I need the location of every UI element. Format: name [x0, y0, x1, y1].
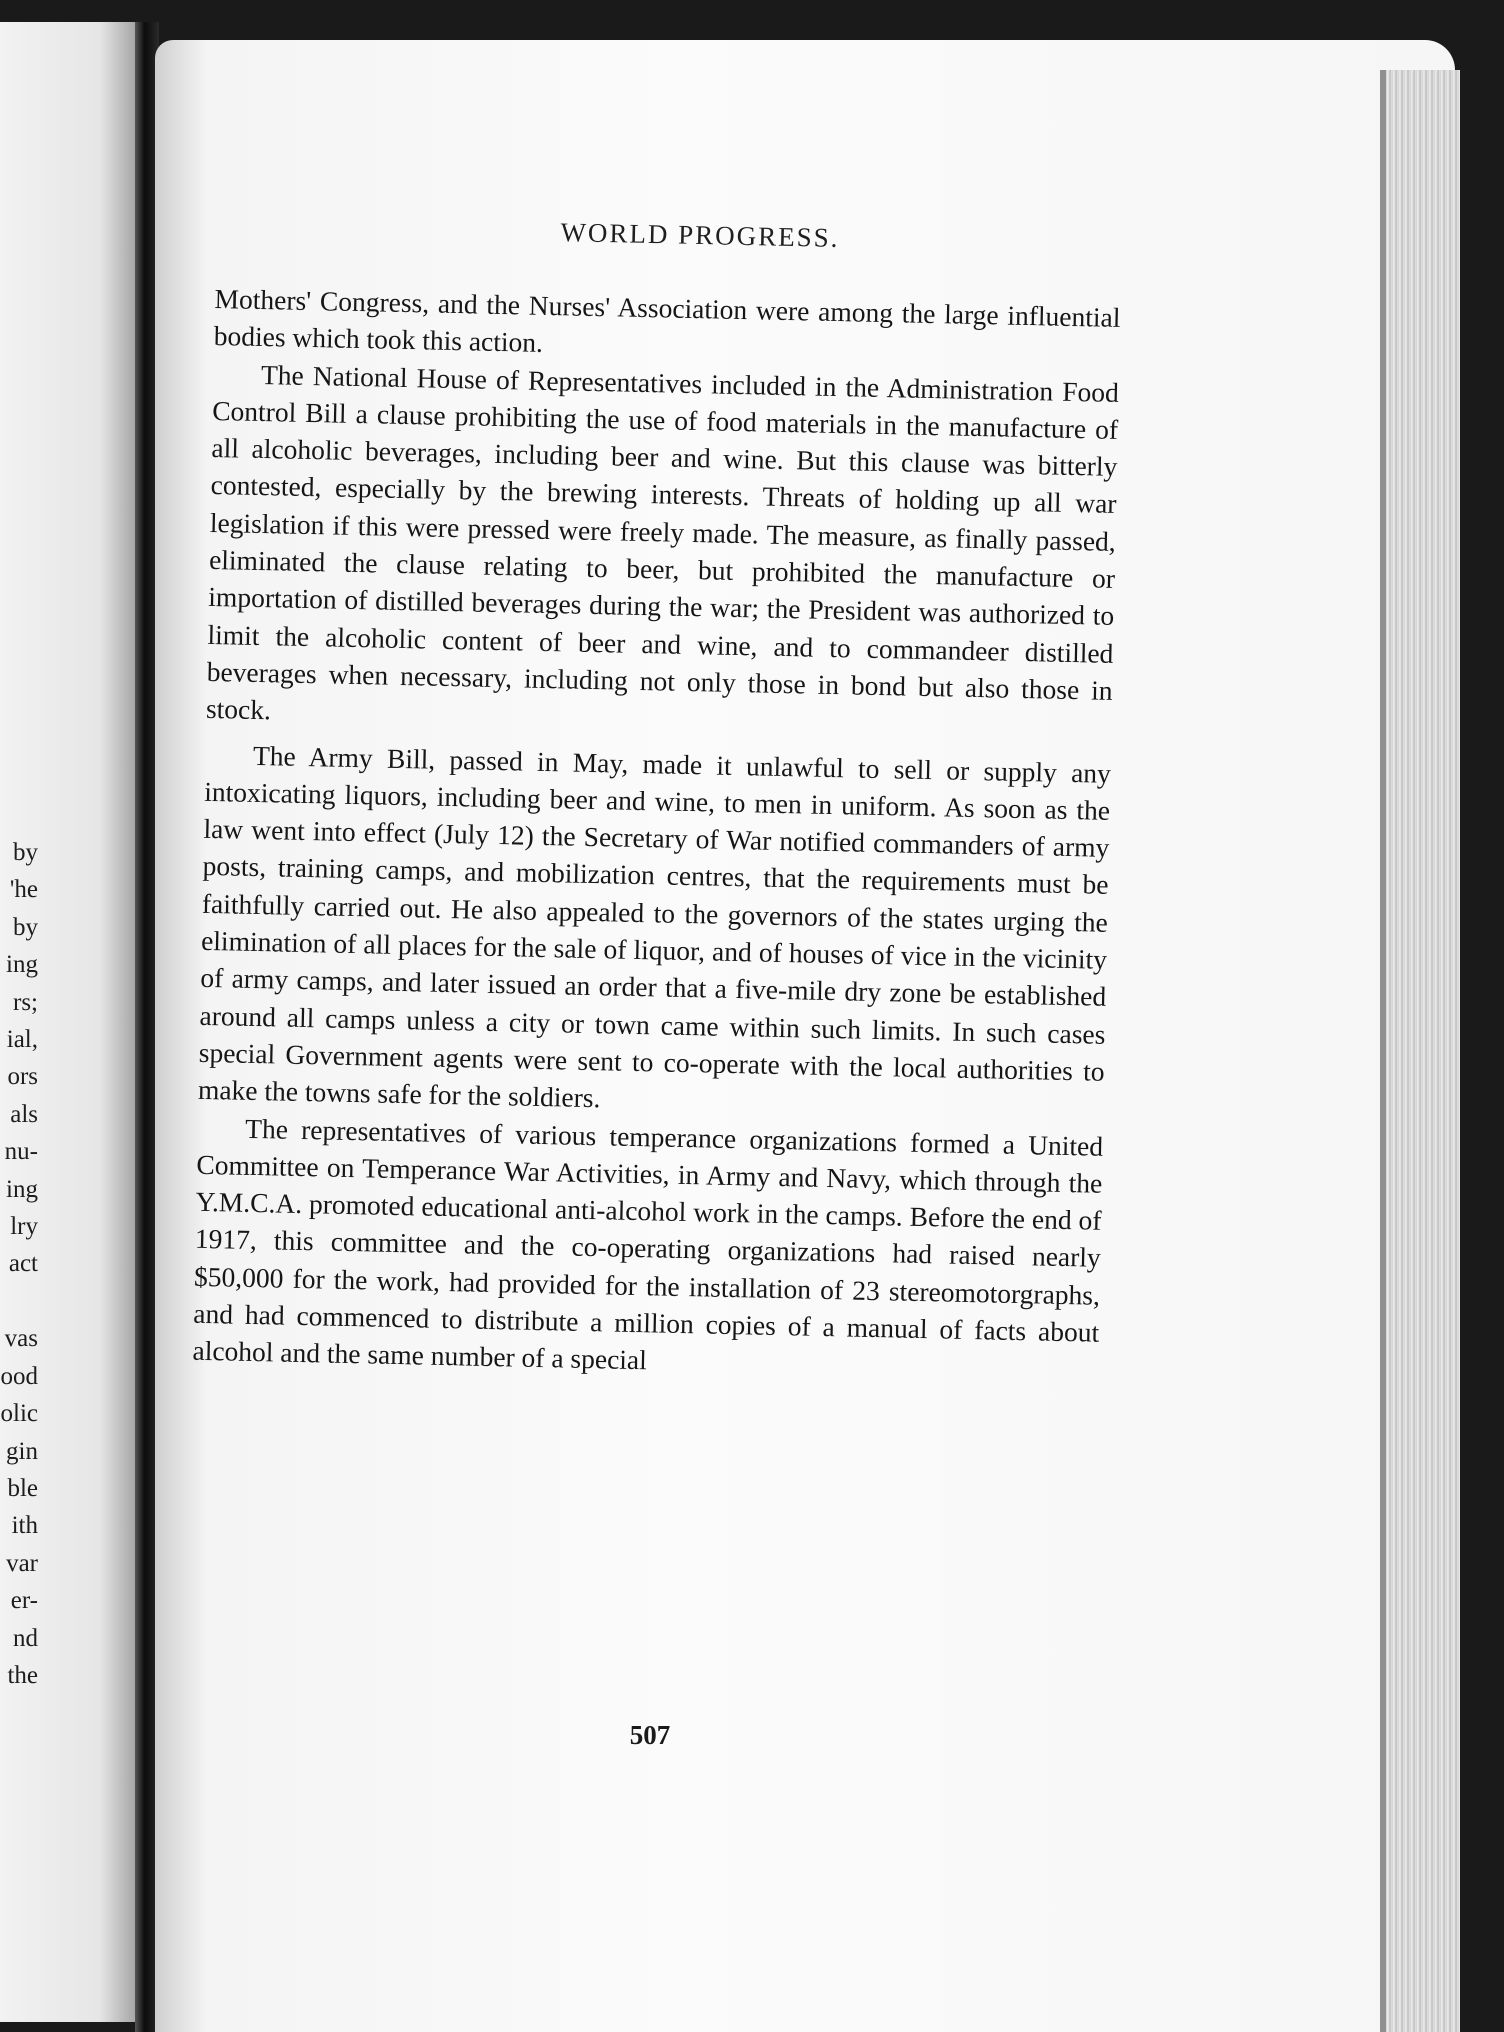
page-number: 507 — [629, 1720, 671, 1750]
left-fragment: rs; — [13, 988, 38, 1016]
body-text — [192, 280, 1121, 1388]
left-fragment: er- — [10, 1587, 38, 1615]
left-fragment: ing — [6, 1175, 38, 1203]
left-fragment: ing — [6, 951, 38, 979]
left-fragment: ors — [7, 1063, 38, 1091]
left-page — [0, 22, 142, 2022]
left-fragment: vas — [4, 1325, 38, 1353]
left-fragment: act — [8, 1250, 38, 1278]
left-fragment: the — [7, 1661, 38, 1689]
left-fragment: ial, — [6, 1026, 38, 1054]
paragraph: The representatives of various temperance organizations formed a United Committee on Temperance War Activities, in Army and Navy, which through the Y.M.C.A. promoted educational anti-alcohol work in the camps. Before the end of 1917, this committee and the co-operating organizations had raised nearly $50,000 for the work, had provided for the installation of 23 stereomotorgraphs, and had commenced to distribute a million copies of a manual of facts about alcohol and the same number of a special — [192, 1112, 1104, 1376]
left-fragment: als — [10, 1100, 38, 1128]
paragraph: The National House of Representatives included in the Administration Food Control Bill a clause prohibiting the use of food materials in the manufacture of all alcoholic beverages, including beer and wine. But this clause was bitterly contested, especially by the brewing interests. Threats of holding up all war legislation if this were pressed were freely made. The measure, as finally passed, eliminated the clause relating to beer, but prohibited the manufacture or importation of distilled beverages during the war; the President was authorized to limit the alcoholic content of beer and wine, and to commandeer distilled beverages when necessary, including not only those in bond but also those in stock. — [205, 358, 1120, 726]
left-fragment: by — [13, 913, 38, 941]
left-fragment: ood — [0, 1362, 38, 1390]
left-fragment — [0, 1283, 38, 1320]
left-fragment: 'he — [9, 876, 38, 904]
left-page-text-fragments — [0, 834, 38, 1694]
left-fragment: gin — [6, 1437, 38, 1465]
paragraph: Mothers' Congress, and the Nurses' Association were among the large influential bodies which took this action. — [213, 282, 1121, 359]
left-fragment: by — [13, 839, 38, 866]
left-fragment: olic — [0, 1400, 38, 1428]
left-fragment: var — [6, 1549, 38, 1577]
left-fragment: lry — [10, 1213, 38, 1241]
left-fragment: ble — [7, 1474, 38, 1502]
paragraph: The Army Bill, passed in May, made it unlawful to sell or supply any intoxicating liquors, including beer and wine, to men in uniform. As soon as the law went into effect (July 12) the Secretary of War notified commanders of army posts, training camps, and mobilization centres, that the requirements must be faithfully carried out. He also appealed to the governors of the states urging the elimination of all places for the sale of liquor, and of houses of vice in the vicinity of army camps, and later issued an order that a five-mile dry zone be established around all camps unless a city or town came within such limits. In such cases special Government agents were sent to co-operate with the local authorities to make the towns safe for the soldiers. — [197, 739, 1112, 1114]
page-edges — [1380, 70, 1460, 2032]
left-fragment: nd — [13, 1624, 38, 1652]
left-fragment: ith — [11, 1512, 38, 1540]
running-head: WORLD PROGRESS. — [560, 217, 840, 253]
left-fragment: nu- — [4, 1138, 38, 1166]
